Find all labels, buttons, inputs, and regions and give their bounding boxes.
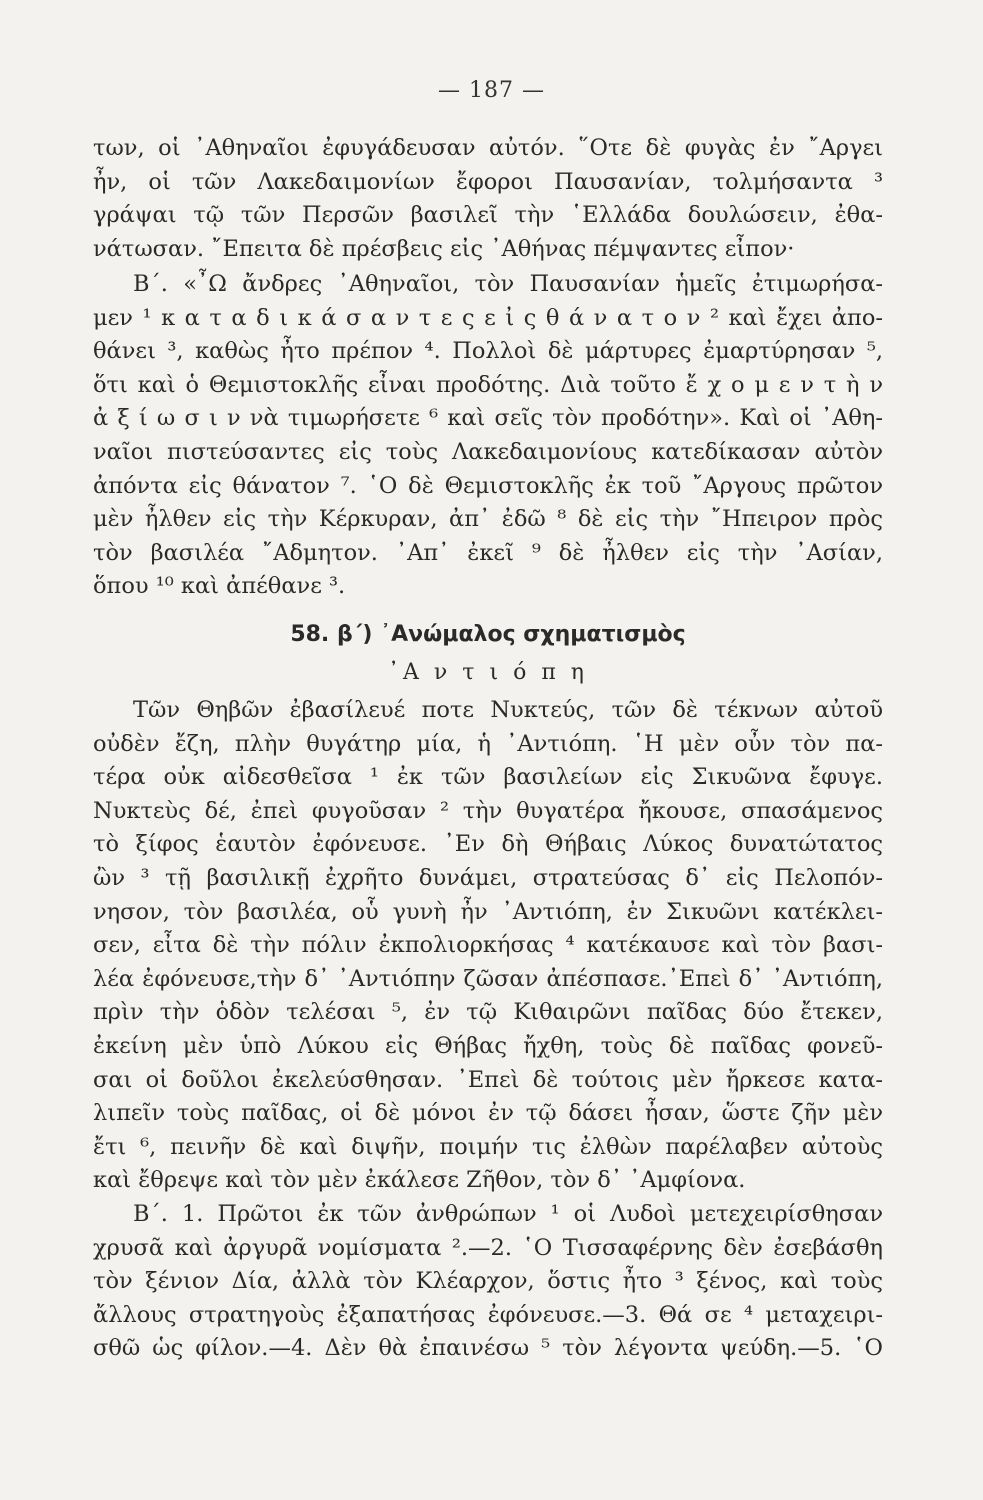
- text-line: ὅτι καὶ ὁ Θεμιστοκλῆς εἶναι προδότης. Διὰ τοῦτο ἔ χ ο μ ε ν τ ὴ ν: [93, 371, 883, 398]
- text-line: σαι οἱ δοῦλοι ἐκελεύσθησαν. ᾿Επεὶ δὲ τούτοις μὲν ἤρκεσε κατα-: [93, 1066, 883, 1093]
- text-line: λιπεῖν τοὺς παῖδας, οἱ δὲ μόνοι ἐν τῷ δάσει ἦσαν, ὥστε ζῆν μὲν: [93, 1100, 883, 1127]
- text-line: λέα ἐφόνευσε,τὴν δ᾿ ᾿Αντιόπην ζῶσαν ἀπέσπασε.᾿Επεὶ δ᾿ ᾿Αντιόπη,: [93, 965, 883, 992]
- text-line: Τῶν Θηβῶν ἐβασίλευέ ποτε Νυκτεύς, τῶν δὲ τέκνων αὐτοῦ: [133, 697, 883, 723]
- text-line: τὸ ξίφος ἑαυτὸν ἐφόνευσε. ᾿Εν δὴ Θήβαις Λύκος δυνατώτατος: [93, 831, 883, 858]
- text-line: σεν, εἶτα δὲ τὴν πόλιν ἐκπολιορκήσας ⁴ κατέκαυσε καὶ τὸν βασι-: [93, 932, 883, 959]
- text-line: ἔτι ⁶, πεινῆν δὲ καὶ διψῆν, ποιμήν τις ἐλθὼν παρέλαβεν αὐτοὺς: [93, 1133, 883, 1160]
- text-line: ἀπόντα εἰς θάνατον ⁷. ῾Ο δὲ Θεμιστοκλῆς ἐκ τοῦ ῎Αργους πρῶτον: [93, 472, 883, 499]
- text-line: ἄλλους στρατηγοὺς ἐξαπατήσας ἐφόνευσε.—3. Θά σε ⁴ μεταχειρι-: [93, 1301, 883, 1328]
- text-line: Νυκτεὺς δέ, ἐπεὶ φυγοῦσαν ² τὴν θυγατέρα ἤκουσε, σπασάμενος: [93, 797, 883, 824]
- text-line: Β΄. 1. Πρῶτοι ἐκ τῶν ἀνθρώπων ¹ οἱ Λυδοὶ μετεχειρίσθησαν: [133, 1201, 883, 1227]
- text-line: τὸν ξένιον Δία, ἀλλὰ τὸν Κλέαρχον, ὅστις ἦτο ³ ξένος, καὶ τοὺς: [93, 1268, 883, 1295]
- text-line: θάνει ³, καθὼς ἦτο πρέπον ⁴. Πολλοὶ δὲ μάρτυρες ἐμαρτύρησαν ⁵,: [93, 338, 883, 365]
- text-line: χρυσᾶ καὶ ἀργυρᾶ νομίσματα ².—2. ῾Ο Τισσαφέρνης δὲν ἐσεβάσθη: [93, 1234, 883, 1261]
- text-line: νάτωσαν. ῎Επειτα δὲ πρέσβεις εἰς ᾿Αθήνας πέμψαντες εἶπον·: [93, 235, 795, 262]
- text-line: γράψαι τῷ τῶν Περσῶν βασιλεῖ τὴν ῾Ελλάδα δουλώσειν, ἐθα-: [93, 202, 883, 229]
- text-line: μὲν ἦλθεν εἰς τὴν Κέρκυραν, ἀπ᾽ ἐδῶ ⁸ δὲ εἰς τὴν ῎Ηπειρον πρὸς: [93, 506, 883, 533]
- text-line: ναῖοι πιστεύσαντες εἰς τοὺς Λακεδαιμονίους κατεδίκασαν αὐτὸν: [93, 438, 883, 465]
- section-subheading: ᾿Α ν τ ι ό π η: [388, 660, 588, 685]
- text-line: των, οἱ ᾿Αθηναῖοι ἐφυγάδευσαν αὐτόν. ῞Οτε δὲ φυγὰς ἐν ῎Αργει: [93, 135, 883, 161]
- text-line: οὐδὲν ἔζη, πλὴν θυγάτηρ μία, ἡ ᾿Αντιόπη. ῾Η μὲν οὖν τὸν πα-: [93, 730, 883, 757]
- paragraph-4: [93, 1198, 883, 1366]
- text-line: ὅπου ¹⁰ καὶ ἀπέθανε ³.: [93, 573, 346, 600]
- paragraph-3: [93, 694, 883, 1198]
- paragraph-1: [93, 132, 883, 266]
- text-line: τέρα οὐκ αἰδεσθεῖσα ¹ ἐκ τῶν βασιλείων εἰς Σικυῶνα ἔφυγε.: [93, 764, 883, 791]
- text-line: ἦν, οἱ τῶν Λακεδαιμονίων ἔφοροι Παυσανίαν, τολμήσαντα ³: [93, 168, 883, 195]
- text-line: σθῶ ὡς φίλον.—4. Δὲν θὰ ἐπαινέσω ⁵ τὸν λέγοντα ψεύδη.—5. ῾Ο: [93, 1335, 883, 1362]
- section-heading: 58. β΄) ᾿Ανώμαλος σχηματισμὸς: [290, 622, 686, 647]
- text-line: ἀ ξ ί ω σ ι ν νὰ τιμωρήσετε ⁶ καὶ σεῖς τὸν προδότην». Καὶ οἱ ᾿Αθη-: [93, 405, 883, 432]
- text-line: νησον, τὸν βασιλέα, οὗ γυνὴ ἦν ᾿Αντιόπη, ἐν Σικυῶνι κατέκλει-: [93, 898, 883, 925]
- text-line: ὢν ³ τῇ βασιλικῇ ἐχρῆτο δυνάμει, στρατεύσας δ᾿ εἰς Πελοπόν-: [93, 864, 883, 891]
- page-number: — 187 —: [438, 78, 545, 103]
- text-line: τὸν βασιλέα ῎Αδμητον. ᾿Απ᾽ ἐκεῖ ⁹ δὲ ἦλθεν εἰς τὴν ᾿Ασίαν,: [93, 539, 883, 566]
- text-line: πρὶν τὴν ὁδὸν τελέσαι ⁵, ἐν τῷ Κιθαιρῶνι παῖδας δύο ἔτεκεν,: [93, 999, 883, 1026]
- text-line: Β΄. «῏Ω ἄνδρες ᾿Αθηναῖοι, τὸν Παυσανίαν ἡμεῖς ἐτιμωρήσα-: [133, 271, 883, 297]
- paragraph-2: [93, 268, 883, 604]
- text-line: ἐκείνη μὲν ὑπὸ Λύκου εἰς Θήβας ἤχθη, τοὺς δὲ παῖδας φονεῦ-: [93, 1032, 883, 1059]
- text-line: καὶ ἔθρεψε καὶ τὸν μὲν ἐκάλεσε Ζῆθον, τὸν δ᾿ ᾿Αμφίονα.: [93, 1167, 746, 1194]
- text-line: μεν ¹ κ α τ α δ ι κ ά σ α ν τ ε ς ε ἰ ς θ ά ν α τ ο ν ² καὶ ἔχει ἀπο-: [93, 304, 883, 331]
